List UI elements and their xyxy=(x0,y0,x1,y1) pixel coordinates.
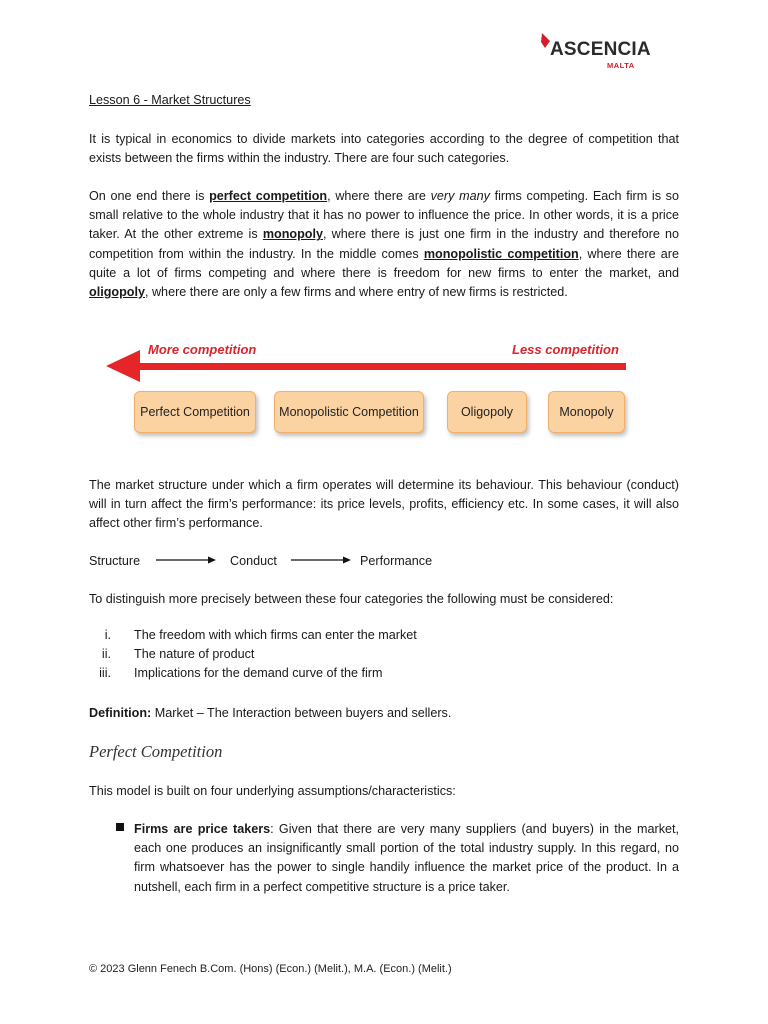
list-number: i. xyxy=(104,628,111,642)
flow-arrow-icon xyxy=(291,556,351,566)
footer-copyright: © 2023 Glenn Fenech B.Com. (Hons) (Econ.) (Melit.), M.A. (Econ.) (Melit.) xyxy=(89,963,452,975)
list-text: The nature of product xyxy=(134,647,255,661)
list-item xyxy=(89,647,679,666)
p2-text-4: , where there is just one firm in the industry and therefore no competition from within the industry. In the middle comes xyxy=(89,227,679,261)
box-monopoly: Monopoly xyxy=(548,391,625,433)
keyword-monopolistic-competition: monopolistic competition xyxy=(423,246,579,261)
list-text: Implications for the demand curve of the firm xyxy=(134,666,383,680)
definition-line xyxy=(89,704,679,723)
categories-paragraph: To distinguish more precisely between these four categories the following must be considered: xyxy=(89,592,614,606)
lesson-title: Lesson 6 - Market Structures xyxy=(89,93,251,107)
list-text: The freedom with which firms can enter the market xyxy=(134,628,417,642)
section-heading: Perfect Competition xyxy=(89,742,223,761)
intro-paragraph: It is typical in economics to divide markets into categories according to the degree of competition that exists between the firms within the industry. There are four such categories. xyxy=(89,132,679,166)
list-item xyxy=(89,666,679,685)
list-number: ii. xyxy=(101,647,111,661)
more-competition-label: More competition xyxy=(148,342,257,357)
assumptions-paragraph: This model is built on four underlying assumptions/characteristics: xyxy=(89,784,456,798)
bullet-price-takers xyxy=(134,820,679,897)
less-competition-label: Less competition xyxy=(512,342,619,357)
bullet-label: Firms are price takers xyxy=(134,822,271,836)
p2-italic: very many xyxy=(430,189,490,203)
flow-structure: Structure xyxy=(89,554,141,568)
logo-name: ASCENCIA xyxy=(550,39,651,60)
box-perfect-competition: Perfect Competition xyxy=(134,391,256,433)
keyword-oligopoly: oligopoly xyxy=(89,285,145,300)
competition-spectrum-diagram xyxy=(104,336,644,446)
keyword-monopoly: monopoly xyxy=(262,227,323,242)
bullet-text: : Given that there are very many suppliers (and buyers) in the market, each one produces an insignificantly small portion of the total industry supply. In this regard, no firm whatsoever has the power to single handily influence the market price of the product. In a nutshell, each firm in a perfect competitive structure is a price taker. xyxy=(134,822,679,894)
list-number: iii. xyxy=(99,666,111,680)
logo-sub: MALTA xyxy=(607,61,635,70)
flow-conduct: Conduct xyxy=(230,554,277,568)
p2-text-2: , where there are xyxy=(327,189,431,203)
bullet-icon xyxy=(116,823,124,831)
keyword-perfect-competition: perfect competition xyxy=(209,189,328,203)
flow-performance: Performance xyxy=(360,554,433,568)
flow-arrow-icon xyxy=(156,556,216,566)
list-item xyxy=(89,628,679,647)
ascencia-logo xyxy=(539,30,651,74)
definition-text: Market – The Interaction between buyers and sellers. xyxy=(151,706,452,720)
box-monopolistic-competition: Monopolistic Competition xyxy=(274,391,424,433)
conduct-paragraph: The market structure under which a firm operates will determine its behaviour. This behaviour (conduct) will in turn affect the firm’s performance: its price levels, profits, efficiency etc. In some cases, it will also affect other firm’s performance. xyxy=(89,478,679,531)
p2-text-3: firms competing. Each firm is so small relative to the whole industry that it has no power to influence the price. In other words, it is a price taker. At the other extreme is xyxy=(89,189,679,242)
definitions-paragraph xyxy=(89,187,679,302)
considerations-list xyxy=(89,628,679,685)
structure-conduct-performance-flow xyxy=(89,554,649,574)
box-oligopoly: Oligopoly xyxy=(447,391,527,433)
p2-text-5: , where there are quite a lot of firms competing and where there is freedom for new firms to enter the market, and xyxy=(89,246,679,280)
definition-label: Definition: xyxy=(89,706,152,720)
p2-text-6: , where there are only a few firms and where entry of new firms is restricted. xyxy=(144,285,568,300)
p2-text-1: On one end there is xyxy=(89,189,210,203)
